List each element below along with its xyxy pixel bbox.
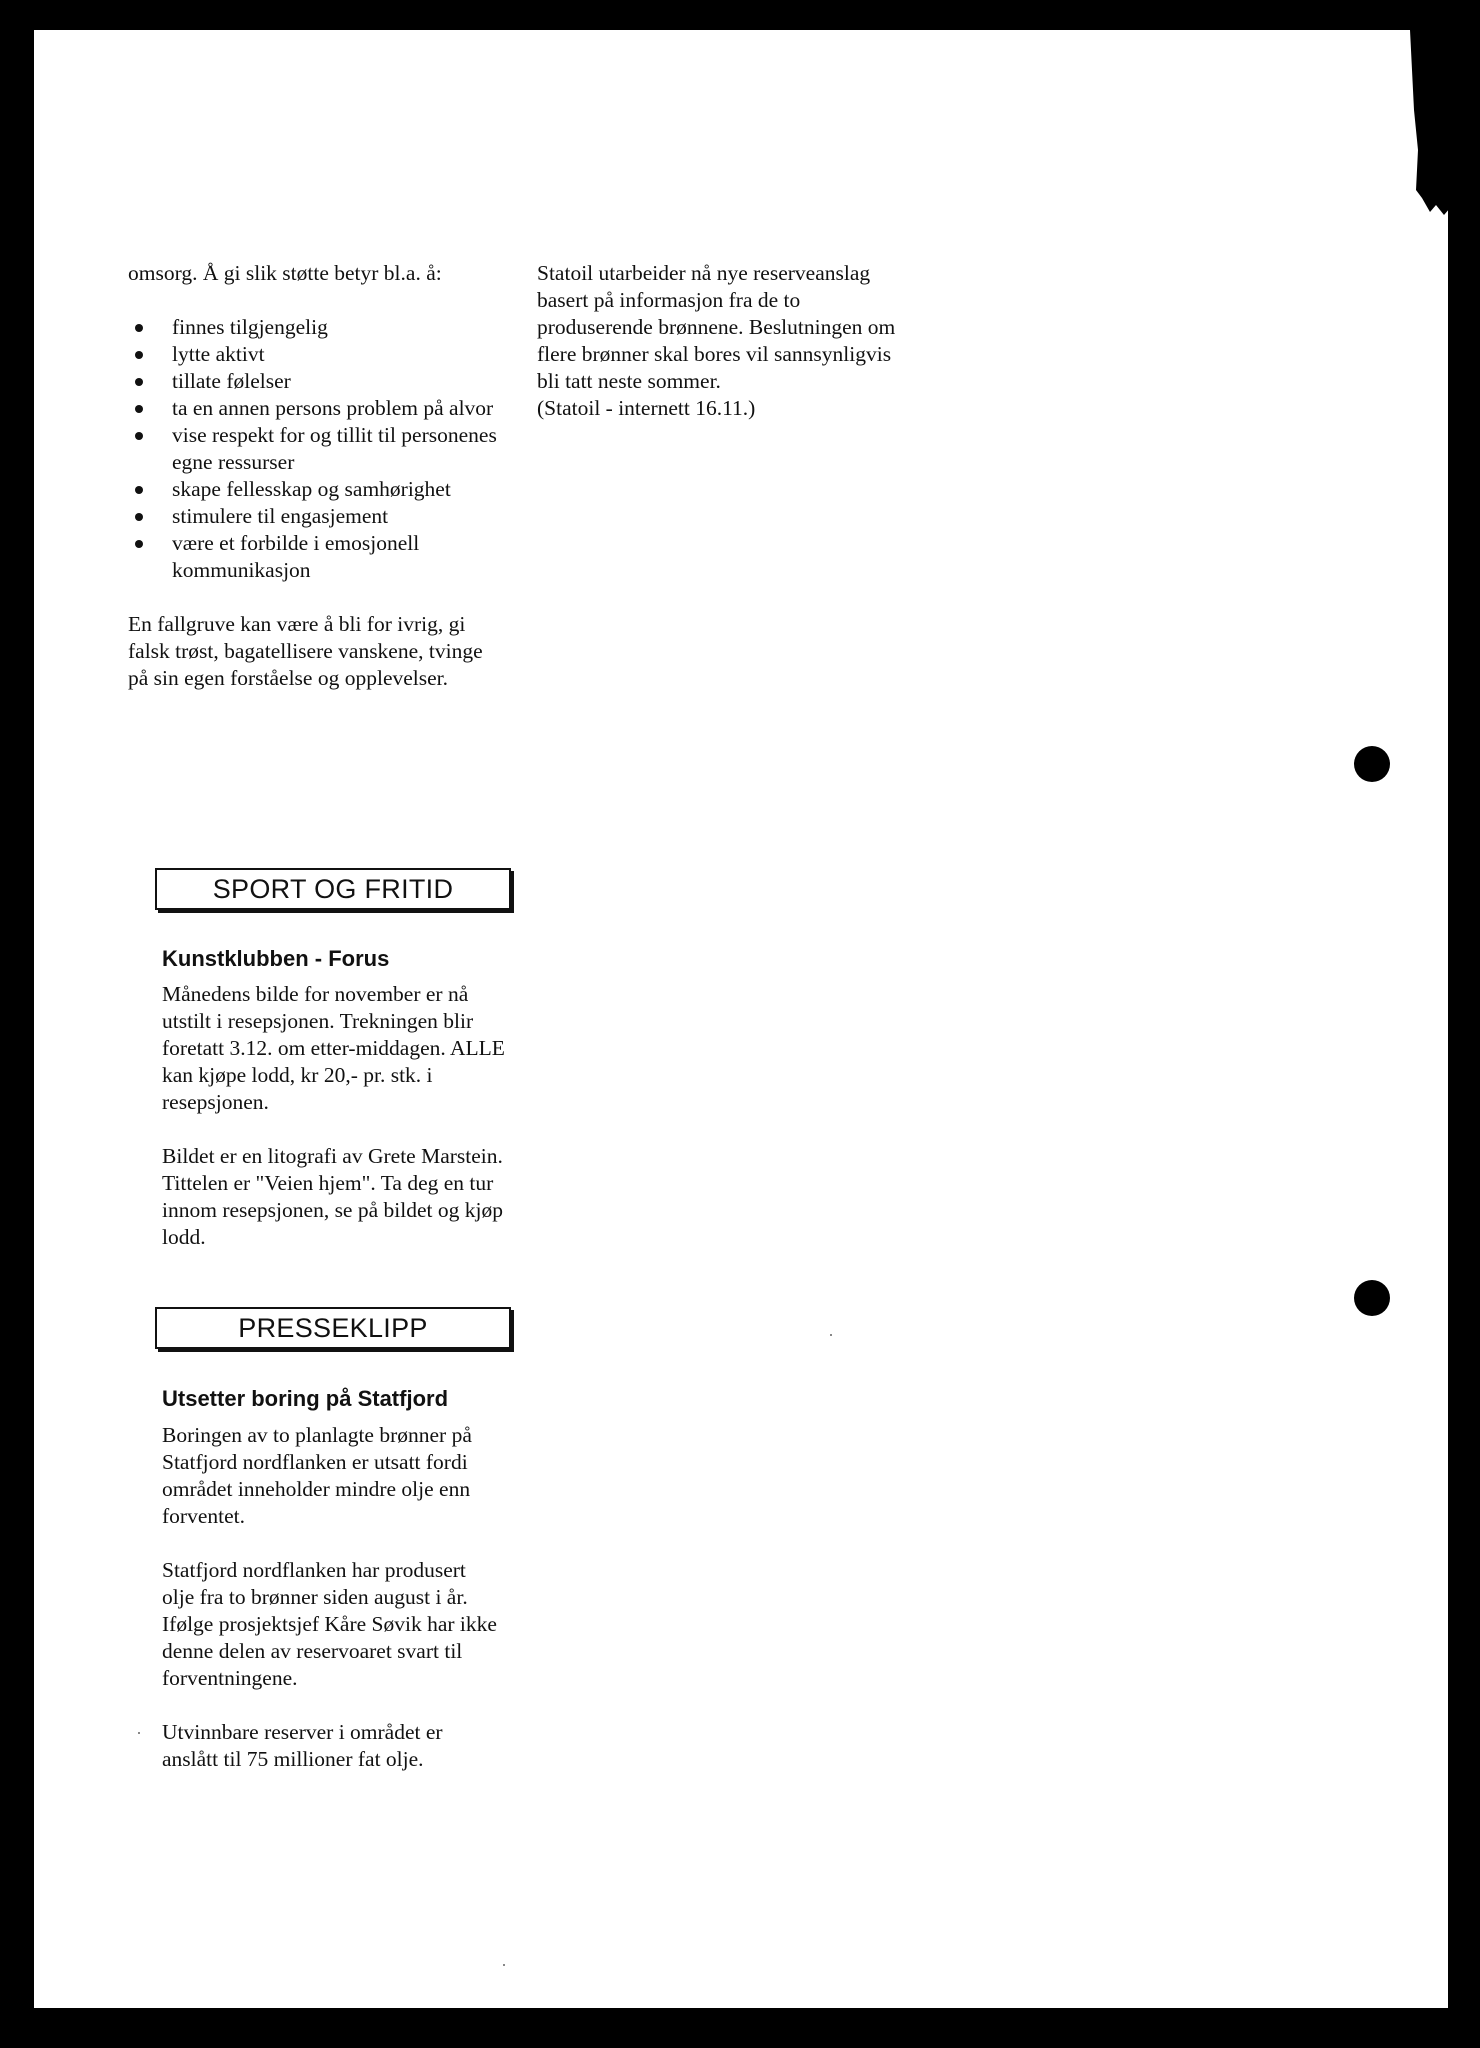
article-paragraph: Statfjord nordflanken har produsert olje fra to brønner siden august i år. Ifølge prosjektsjef Kåre Søvik har ikke denne delen av reservoaret svart til forventningene. — [162, 1558, 497, 1690]
article-headline: Utsetter boring på Statfjord — [162, 1386, 449, 1411]
article-paragraph: Utvinnbare reserver i området er anslått til 75 millioner fat olje. — [162, 1720, 443, 1771]
scan-speck — [138, 1732, 140, 1734]
punch-hole — [1354, 746, 1390, 782]
punch-hole — [1354, 1280, 1390, 1316]
article-headline: Kunstklubben - Forus — [162, 946, 390, 971]
scan-speck — [503, 1964, 505, 1966]
press-article-body — [162, 1422, 497, 1773]
article-paragraph: Bildet er en litografi av Grete Marstein. Tittelen er "Veien hjem". Ta deg en tur innom resepsjonen, se på bildet og kjøp lodd. — [162, 1144, 503, 1249]
article-paragraph: Boringen av to planlagte brønner på Statfjord nordflanken er utsatt fordi området inneholder mindre olje enn forventet. — [162, 1423, 472, 1528]
list-item: vise respekt for og tillit til personenes egne ressurser — [128, 422, 498, 476]
support-list — [128, 314, 498, 584]
section-title: SPORT OG FRITID — [212, 873, 454, 904]
left-column-top — [128, 260, 498, 692]
list-item: være et forbilde i emosjonell kommunikasjon — [128, 530, 498, 584]
article-paragraph: Månedens bilde for november er nå utstilt i resepsjonen. Trekningen blir foretatt 3.12. om etter-middagen. ALLE kan kjøpe lodd, kr 20,- pr. stk. i resepsjonen. — [162, 982, 505, 1114]
section-title: PRESSEKLIPP — [238, 1312, 428, 1343]
source-citation: (Statoil - internett 16.11.) — [537, 396, 756, 420]
article-paragraph: Statoil utarbeider nå nye reserveanslag basert på informasjon fra de to produserende brønnene. Beslutningen om flere brønner skal bores vil sannsynligvis bli tatt neste sommer. — [537, 261, 896, 393]
torn-edge — [1400, 30, 1450, 245]
scan-speck — [830, 1334, 832, 1336]
section-heading-sport — [155, 868, 511, 910]
list-item: ta en annen persons problem på alvor — [128, 395, 498, 422]
intro-text: omsorg. Å gi slik støtte betyr bl.a. å: — [128, 261, 442, 285]
list-item: skape fellesskap og samhørighet — [128, 476, 498, 503]
list-item: lytte aktivt — [128, 341, 498, 368]
right-column — [537, 260, 897, 422]
sport-article-body — [162, 981, 507, 1251]
section-heading-press — [155, 1307, 511, 1349]
list-item: stimulere til engasjement — [128, 503, 498, 530]
closing-text: En fallgruve kan være å bli for ivrig, gi falsk trøst, bagatellisere vanskene, tvinge på sin egen forståelse og opplevelser. — [128, 612, 483, 690]
list-item: finnes tilgjengelig — [128, 314, 498, 341]
list-item: tillate følelser — [128, 368, 498, 395]
